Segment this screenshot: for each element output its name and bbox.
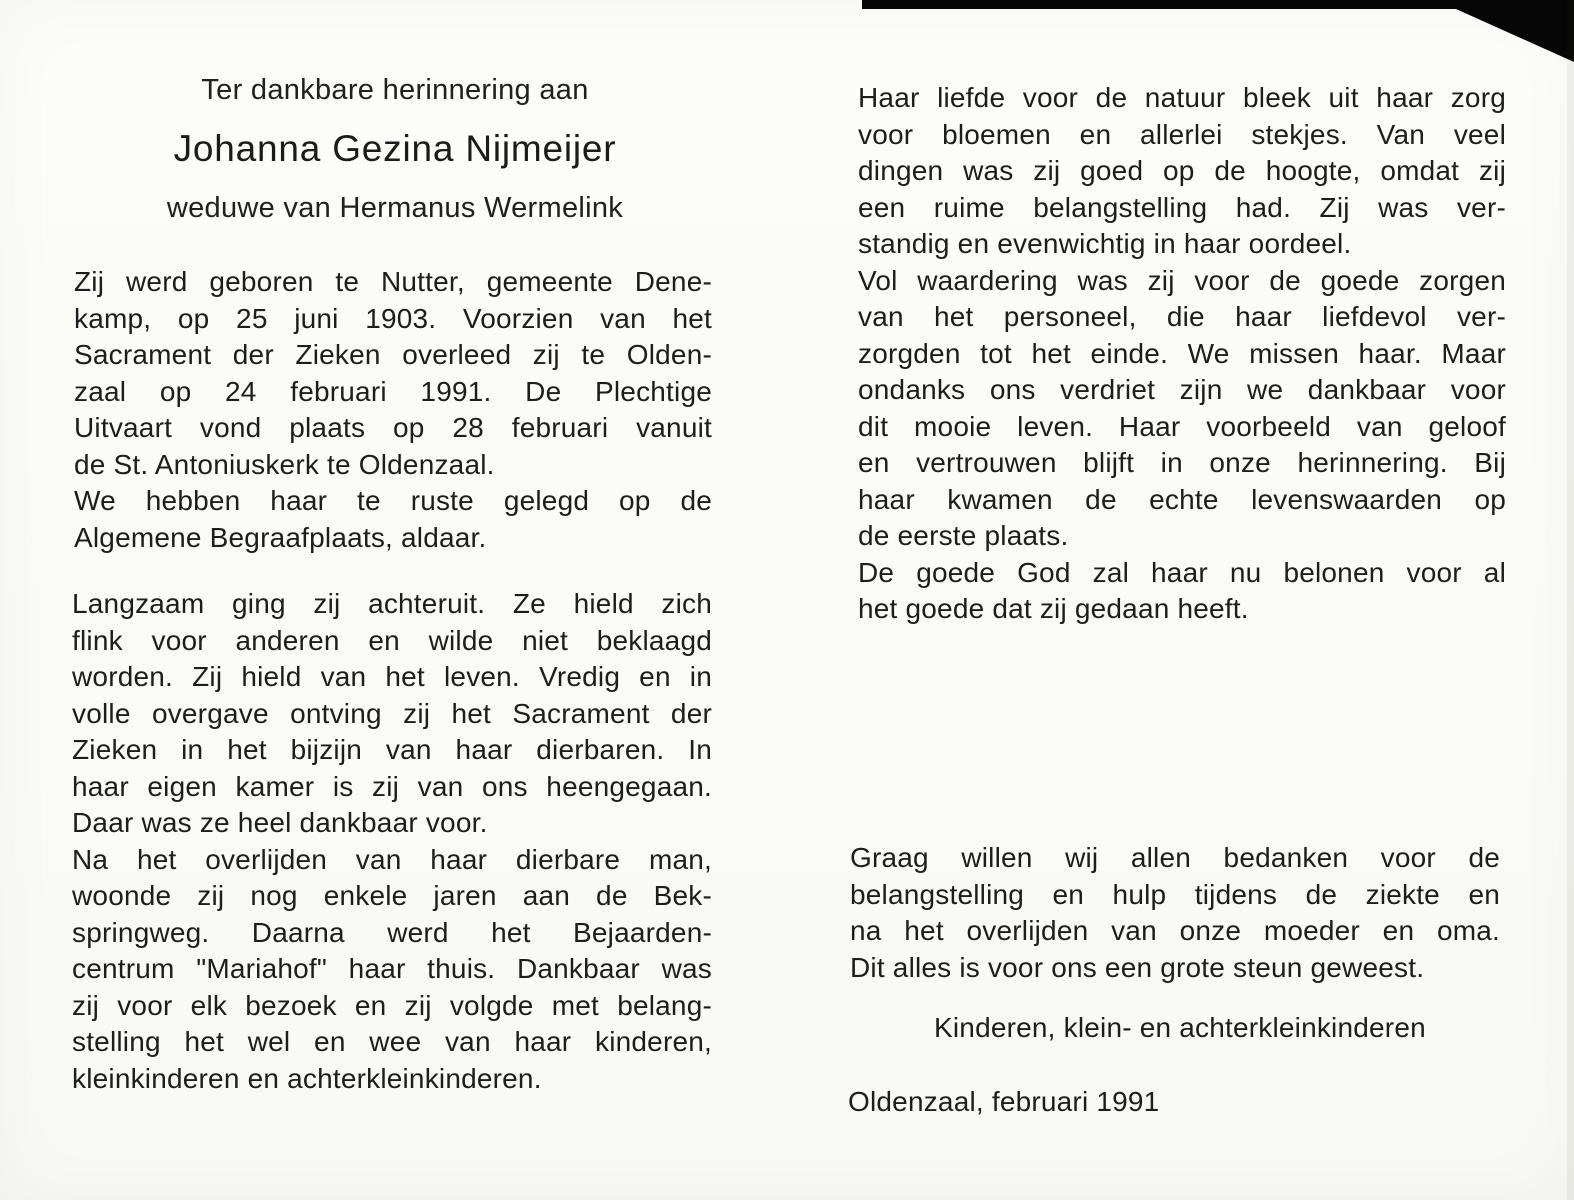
text-line: zorgden tot het einde. We missen haar. Maar: [858, 337, 1506, 369]
text-line: flink voor anderen en wilde niet beklaagd: [72, 624, 712, 656]
text-line: een ruime belangstelling had. Zij was ver-: [858, 191, 1506, 223]
text-line: Zij werd geboren te Nutter, gemeente Dene-: [74, 266, 712, 297]
text-line: de eerste plaats.: [858, 520, 1069, 551]
text-line: de St. Antoniuskerk te Oldenzaal.: [74, 448, 495, 480]
text-line: centrum "Mariahof" haar thuis. Dankbaar was: [72, 953, 712, 984]
text-line: Vol waardering was zij voor de goede zorgen: [858, 264, 1506, 296]
text-line: na het overlijden van onze moeder en oma.: [850, 915, 1500, 946]
text-line: haar kwamen de echte levenswaarden op: [858, 483, 1506, 515]
text-line: Zieken in het bijzijn van haar dierbaren. In: [72, 734, 712, 765]
widow-of-line: weduwe van Hermanus Wermelink: [166, 192, 624, 224]
place-date-line: Oldenzaal, februari 1991: [848, 1086, 1160, 1117]
text-line: worden. Zij hield van het leven. Vredig en in: [72, 661, 712, 692]
text-line: Uitvaart vond plaats op 28 februari vanuit: [74, 412, 712, 443]
text-line: stelling het wel en wee van haar kinderen,: [72, 1026, 712, 1057]
text-line: haar eigen kamer is zij van ons heengegaan.: [72, 770, 712, 802]
text-line: Sacrament der Zieken overleed zij te Olden-: [74, 339, 712, 370]
text-line: Graag willen wij allen bedanken voor de: [850, 842, 1500, 873]
scan-artifact-corner: [1436, 0, 1574, 62]
text-line: belangstelling en hulp tijdens de ziekte en: [850, 878, 1500, 910]
memorial-intro-line: Ter dankbare herinnering aan: [201, 74, 589, 106]
text-line: zaal op 24 februari 1991. De Plechtige: [74, 375, 712, 407]
scan-edge-shade: [1567, 0, 1574, 1200]
text-line: woonde zij nog enkele jaren aan de Bek-: [72, 880, 712, 911]
text-line: Langzaam ging zij achteruit. Ze hield zich: [72, 588, 712, 619]
text-line: Na het overlijden van haar dierbare man,: [72, 843, 712, 875]
text-line: De goede God zal haar nu belonen voor al: [858, 556, 1506, 588]
text-line: ondanks ons verdriet zijn we dankbaar voor: [858, 374, 1506, 405]
text-line: voor bloemen en allerlei stekjes. Van veel: [858, 118, 1506, 150]
life-story-paragraph: [72, 586, 712, 1097]
text-line: volle overgave ontving zij het Sacrament der: [72, 697, 712, 729]
text-line: Daar was ze heel dankbaar voor.: [72, 807, 488, 838]
text-line: dit mooie leven. Haar voorbeeld van geloof: [858, 410, 1506, 442]
text-line: kamp, op 25 juni 1903. Voorzien van het: [74, 302, 712, 334]
deceased-name: Johanna Gezina Nijmeijer: [173, 128, 617, 169]
text-line: zij voor elk bezoek en zij volgde met belang-: [72, 989, 712, 1021]
text-line: van het personeel, die haar liefdevol ver-: [858, 301, 1506, 332]
text-line: standig en evenwichtig in haar oordeel.: [858, 228, 1352, 259]
signature-line: Kinderen, klein- en achterkleinkinderen: [934, 1012, 1426, 1043]
biography-paragraph: [74, 264, 712, 556]
text-line: het goede dat zij gedaan heeft.: [858, 593, 1249, 624]
tribute-paragraph: [858, 80, 1506, 628]
thanks-paragraph: [850, 840, 1500, 986]
text-line: en vertrouwen blijft in onze herinnering. Bij: [858, 447, 1506, 478]
text-line: Haar liefde voor de natuur bleek uit haar zorg: [858, 82, 1506, 113]
text-line: Dit alles is voor ons een grote steun geweest.: [850, 951, 1425, 983]
text-line: kleinkinderen en achterkleinkinderen.: [72, 1062, 542, 1094]
text-line: We hebben haar te ruste gelegd op de: [74, 485, 712, 516]
text-line: springweg. Daarna werd het Bejaarden-: [72, 916, 712, 948]
text-line: Algemene Begraafplaats, aldaar.: [74, 521, 487, 553]
text-line: dingen was zij goed op de hoogte, omdat zij: [858, 155, 1506, 186]
